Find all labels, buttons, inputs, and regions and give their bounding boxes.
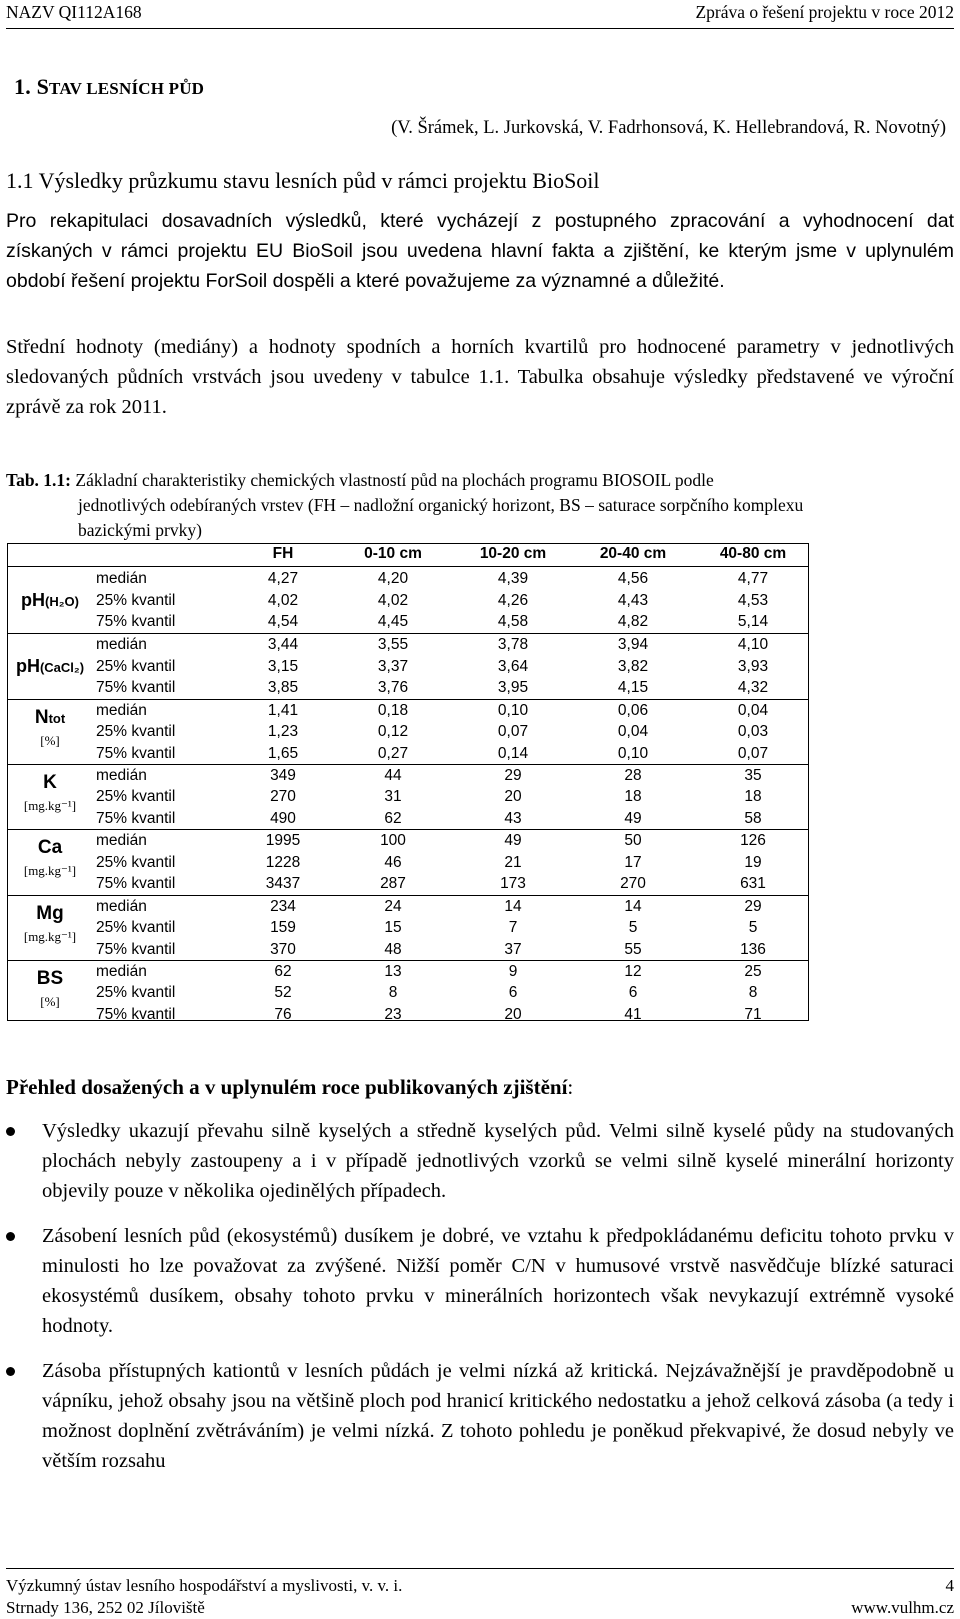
- table-cell: 490: [270, 809, 296, 827]
- table-cell: 12: [624, 962, 642, 980]
- table-cell: 159: [270, 919, 296, 936]
- parameter-group: [8, 895, 808, 961]
- table-row: [8, 982, 808, 1004]
- table-cell: 21: [504, 853, 522, 871]
- bullet-icon: [6, 1127, 15, 1136]
- table-row: [8, 830, 808, 852]
- table-row: [8, 634, 808, 656]
- table-cell: 1,23: [267, 723, 299, 741]
- table-cell: 3,55: [377, 636, 409, 654]
- table-cell: 28: [624, 766, 642, 784]
- table-cell: 49: [504, 832, 522, 850]
- table-cell: 0,07: [737, 744, 769, 762]
- table-cell: 55: [624, 940, 642, 958]
- report-title: Zpráva o řešení projektu v roce 2012: [695, 2, 954, 22]
- statistic-label: 75% kvantil: [96, 744, 176, 762]
- parameter-group: [8, 568, 808, 633]
- table-cell: 20: [504, 1005, 522, 1023]
- table-row: [8, 677, 808, 699]
- parameter-group: [8, 960, 808, 1026]
- table-row: [8, 743, 808, 765]
- table-cell: 18: [624, 788, 642, 806]
- findings-list: [6, 1116, 954, 1491]
- table-cell: 25: [744, 962, 762, 980]
- table-cell: 1,65: [267, 744, 299, 762]
- website: www.vulhm.cz: [851, 1598, 954, 1617]
- table-cell: 29: [744, 897, 762, 915]
- page-footer: [6, 1568, 954, 1617]
- table-cell: 4,26: [497, 591, 529, 609]
- table-cell: 52: [274, 984, 292, 1002]
- table-cell: 44: [384, 766, 402, 784]
- table-cell: 173: [500, 875, 526, 893]
- table-cell: 3,95: [497, 679, 529, 697]
- parameter-name: pH(CaCl₂): [15, 656, 85, 677]
- table-row: [8, 939, 808, 961]
- finding-text: Výsledky ukazují převahu silně kyselých a středně kyselých půd. Velmi silně kyselé půdy na studovaných plochách nebyly zastoupeny a i v případě jednotlivých vzorků se velmi silně kyselé minerální horizonty objevily pouze v několika ojedinělých případech.: [42, 1120, 954, 1202]
- table-row: [8, 611, 808, 633]
- paragraph-table-intro: Střední hodnoty (mediány) a hodnoty spodních a horních kvartilů pro hodnocené parametry v jednotlivých sledovaných půdních vrstvách jsou uvedeny v tabulce 1.1. Tabulka obsahuje výsledky představené ve výroční zprávě za rok 2011.: [6, 336, 954, 418]
- table-cell: 0,18: [377, 701, 409, 719]
- table-cell: 1228: [265, 853, 301, 871]
- table-cell: 4,32: [737, 679, 769, 697]
- table-row: [8, 700, 808, 722]
- table-cell: 24: [384, 897, 402, 915]
- table-cell: 4,54: [267, 613, 299, 630]
- table-row: [8, 917, 808, 939]
- finding-text: Zásoba přístupných kationtů v lesních půdách je velmi nízká až kritická. Nejzávažnější je pravděpodobně u vápníku, jehož obsahy jsou na většině ploch pod hranicí kritického nedostatku a jehož celková zásoba (a tedy i možnost doplnění zvětráváním) je velmi nízká. Z tohoto pohledu je poněkud překvapivé, že dosud nebyly ve větším rozsahu: [42, 1360, 954, 1472]
- table-row: [8, 961, 808, 983]
- table-cell: 37: [504, 940, 522, 958]
- parameter-group: [8, 829, 808, 895]
- table-cell: 62: [384, 809, 402, 827]
- parameter-unit: [mg.kg⁻¹]: [23, 863, 77, 879]
- table-cell: 14: [504, 897, 522, 915]
- table-cell: 0,07: [497, 723, 529, 741]
- table-cell: 0,10: [617, 744, 649, 762]
- table-cell: 3,44: [267, 636, 299, 654]
- table-cell: 270: [620, 875, 646, 893]
- table-cell: 0,12: [377, 723, 409, 741]
- finding-text: Zásobení lesních půd (ekosystémů) dusíkem je dobré, ve vztahu k předpokládanému deficitu tohoto prvku v minulosti ho lze považovat za zvýšené. Nižší poměr C/N v humusové vrstvě nasvědčuje blízké saturaci ekosystémů dusíkem, obsahy tohoto prvku v minerálních horizontech však nevykazují extrémně vysoké hodnoty.: [42, 1225, 954, 1337]
- table-cell: 1,41: [267, 701, 299, 719]
- table-cell: 29: [504, 766, 522, 784]
- table-row: [8, 721, 808, 743]
- finding-item: [6, 1356, 954, 1476]
- table-cell: 6: [508, 984, 518, 1002]
- table-cell: 4,82: [617, 613, 649, 630]
- table-cell: 8: [388, 984, 398, 1002]
- table-cell: 5: [628, 919, 638, 936]
- table-cell: 62: [274, 962, 292, 980]
- table-cell: 50: [624, 832, 642, 850]
- page-number: 4: [945, 1576, 954, 1595]
- table-cell: 58: [744, 809, 762, 827]
- chapter-heading: [14, 74, 204, 100]
- page-header: [6, 0, 954, 29]
- statistic-label: 25% kvantil: [96, 919, 176, 936]
- table-cell: 270: [270, 788, 296, 806]
- parameter-name: pH(H₂O): [21, 590, 79, 610]
- table-cell: 4,53: [737, 591, 769, 609]
- table-row: [8, 852, 808, 874]
- table-cell: 3,85: [267, 679, 299, 697]
- table-cell: 35: [744, 766, 762, 784]
- table-cell: 3437: [265, 875, 301, 893]
- parameter-unit: [mg.kg⁻¹]: [23, 797, 77, 813]
- table-cell: 8: [748, 984, 758, 1002]
- table-cell: 3,76: [377, 679, 409, 697]
- table-cell: 4,20: [377, 570, 409, 587]
- table-cell: 31: [384, 788, 402, 806]
- statistic-label: medián: [96, 570, 147, 587]
- summary-heading-colon: :: [567, 1075, 574, 1099]
- table-cell: 6: [628, 984, 638, 1002]
- table-cell: 126: [740, 832, 766, 850]
- header-divider: [8, 566, 808, 567]
- parameter-group: [8, 633, 808, 699]
- column-header: 40-80 cm: [719, 545, 787, 562]
- table-cell: 4,77: [737, 570, 769, 587]
- table-cell: 3,82: [617, 657, 649, 675]
- table-cell: 631: [740, 875, 766, 893]
- table-cell: 4,02: [267, 591, 299, 609]
- table-cell: 0,27: [377, 744, 409, 762]
- table-cell: 3,15: [267, 657, 299, 675]
- statistic-label: 25% kvantil: [96, 788, 176, 806]
- summary-heading: [6, 1075, 573, 1100]
- statistic-label: 25% kvantil: [96, 853, 176, 871]
- parameter-subscript: (CaCl₂): [39, 660, 85, 676]
- paragraph-intro: Pro rekapitulaci dosavadních výsledků, které vycházejí z postupného zpracování a vyhodnocení dat získaných v rámci projektu EU BioSoil jsou uvedena hlavní fakta a zjištění, ke kterým jsme v uplynulém období řešení projektu ForSoil dospěli a které považujeme za významné a důležité.: [6, 210, 954, 292]
- bullet-icon: [6, 1367, 15, 1376]
- parameter-unit: [mg.kg⁻¹]: [23, 928, 77, 944]
- project-code: NAZV QI112A168: [6, 2, 142, 22]
- table-cell: 1995: [265, 832, 301, 850]
- table-cell: 287: [380, 875, 406, 893]
- table-cell: 76: [274, 1005, 292, 1023]
- authors: (V. Šrámek, L. Jurkovská, V. Fadrhonsová, K. Hellebrandová, R. Novotný): [391, 118, 946, 138]
- statistic-label: medián: [96, 897, 147, 915]
- parameter-name: K: [43, 771, 57, 793]
- statistic-label: medián: [96, 832, 147, 850]
- soil-chemistry-table: [7, 543, 809, 1021]
- table-cell: 14: [624, 897, 642, 915]
- statistic-label: 75% kvantil: [96, 875, 176, 893]
- table-cell: 136: [740, 940, 766, 958]
- table-cell: 4,45: [377, 613, 409, 630]
- statistic-label: medián: [96, 766, 147, 784]
- table-row: [8, 765, 808, 787]
- table-cell: 9: [508, 962, 518, 980]
- table-cell: 48: [384, 940, 402, 958]
- statistic-label: 25% kvantil: [96, 591, 176, 609]
- column-header: 10-20 cm: [479, 545, 547, 562]
- caption-line-2: jednotlivých odebíraných vrstev (FH – nadložní organický horizont, BS – saturace sorpčního komplexu: [78, 495, 804, 515]
- table-cell: 234: [270, 897, 296, 915]
- statistic-label: 75% kvantil: [96, 679, 176, 697]
- table-cell: 3,64: [497, 657, 529, 675]
- table-cell: 5: [748, 919, 758, 936]
- table-cell: 5,14: [737, 613, 769, 630]
- table-cell: 7: [508, 919, 518, 936]
- parameter-group: [8, 764, 808, 830]
- table-cell: 4,58: [497, 613, 529, 630]
- statistic-label: 75% kvantil: [96, 809, 176, 827]
- table-cell: 4,56: [617, 570, 649, 587]
- table-cell: 0,06: [617, 701, 649, 719]
- table-cell: 15: [384, 919, 402, 936]
- column-header: FH: [272, 545, 294, 562]
- parameter-subscript: (H₂O): [45, 594, 79, 609]
- table-row: [8, 590, 808, 612]
- table-cell: 4,27: [267, 570, 299, 587]
- column-header: 0-10 cm: [364, 545, 422, 562]
- table-cell: 3,78: [497, 636, 529, 654]
- parameter-group: [8, 699, 808, 765]
- table-cell: 0,10: [497, 701, 529, 719]
- table-cell: 4,10: [737, 636, 769, 654]
- bullet-icon: [6, 1232, 15, 1241]
- table-cell: 18: [744, 788, 762, 806]
- finding-item: [6, 1116, 954, 1206]
- institute-name: Výzkumný ústav lesního hospodářství a myslivosti, v. v. i.: [6, 1576, 403, 1595]
- statistic-label: medián: [96, 962, 147, 980]
- caption-label: Tab. 1.1:: [6, 470, 72, 490]
- parameter-name: Ntot: [34, 706, 66, 728]
- table-row: [8, 808, 808, 830]
- table-row: [8, 1004, 808, 1026]
- column-header: 20-40 cm: [599, 545, 667, 562]
- table-row: [8, 896, 808, 918]
- table-cell: 71: [744, 1005, 762, 1023]
- table-cell: 17: [624, 853, 642, 871]
- table-cell: 3,94: [617, 636, 649, 654]
- table-cell: 4,15: [617, 679, 649, 697]
- chapter-number: 1. S: [14, 74, 50, 99]
- statistic-label: 25% kvantil: [96, 657, 176, 675]
- statistic-label: 75% kvantil: [96, 613, 176, 630]
- statistic-label: medián: [96, 701, 147, 719]
- statistic-label: 25% kvantil: [96, 984, 176, 1002]
- table-cell: 0,04: [737, 701, 769, 719]
- statistic-label: 75% kvantil: [96, 1005, 176, 1023]
- table-cell: 4,39: [497, 570, 529, 587]
- statistic-label: 75% kvantil: [96, 940, 176, 958]
- table-cell: 4,02: [377, 591, 409, 609]
- table-cell: 43: [504, 809, 522, 827]
- institute-address: Strnady 136, 252 02 Jíloviště: [6, 1598, 205, 1617]
- statistic-label: 25% kvantil: [96, 723, 176, 741]
- parameter-unit: [%]: [40, 732, 60, 748]
- table-cell: 4,43: [617, 591, 649, 609]
- table-cell: 19: [744, 853, 762, 871]
- statistic-label: medián: [96, 636, 147, 654]
- table-cell: 49: [624, 809, 642, 827]
- table-caption: [6, 468, 954, 543]
- table-cell: 0,14: [497, 744, 529, 762]
- table-cell: 41: [624, 1005, 642, 1023]
- parameter-unit: [%]: [40, 993, 60, 1009]
- table-row: [8, 656, 808, 678]
- parameter-subscript: tot: [48, 710, 66, 726]
- table-cell: 0,04: [617, 723, 649, 741]
- summary-heading-text: Přehled dosažených a v uplynulém roce publikovaných zjištění: [6, 1075, 568, 1099]
- table-cell: 23: [384, 1005, 402, 1023]
- table-cell: 0,03: [737, 723, 769, 741]
- table-cell: 100: [380, 832, 406, 850]
- table-cell: 349: [270, 766, 296, 784]
- table-cell: 3,93: [737, 657, 769, 675]
- table-cell: 20: [504, 788, 522, 806]
- table-cell: 370: [270, 940, 296, 958]
- caption-line-1: Základní charakteristiky chemických vlastností půd na plochách programu BIOSOIL podle: [71, 470, 714, 490]
- parameter-name: Mg: [36, 902, 64, 924]
- table-cell: 13: [384, 962, 402, 980]
- parameter-name: BS: [36, 967, 64, 989]
- table-cell: 46: [384, 853, 402, 871]
- finding-item: [6, 1221, 954, 1341]
- table-row: [8, 873, 808, 895]
- table-row: [8, 786, 808, 808]
- table-cell: 3,37: [377, 657, 409, 675]
- section-heading: 1.1 Výsledky průzkumu stavu lesních půd v rámci projektu BioSoil: [6, 168, 600, 193]
- chapter-title: TAV LESNÍCH PŮD: [49, 79, 205, 98]
- caption-line-3: bazickými prvky): [78, 520, 202, 540]
- table-row: [8, 568, 808, 590]
- parameter-name: Ca: [37, 837, 63, 859]
